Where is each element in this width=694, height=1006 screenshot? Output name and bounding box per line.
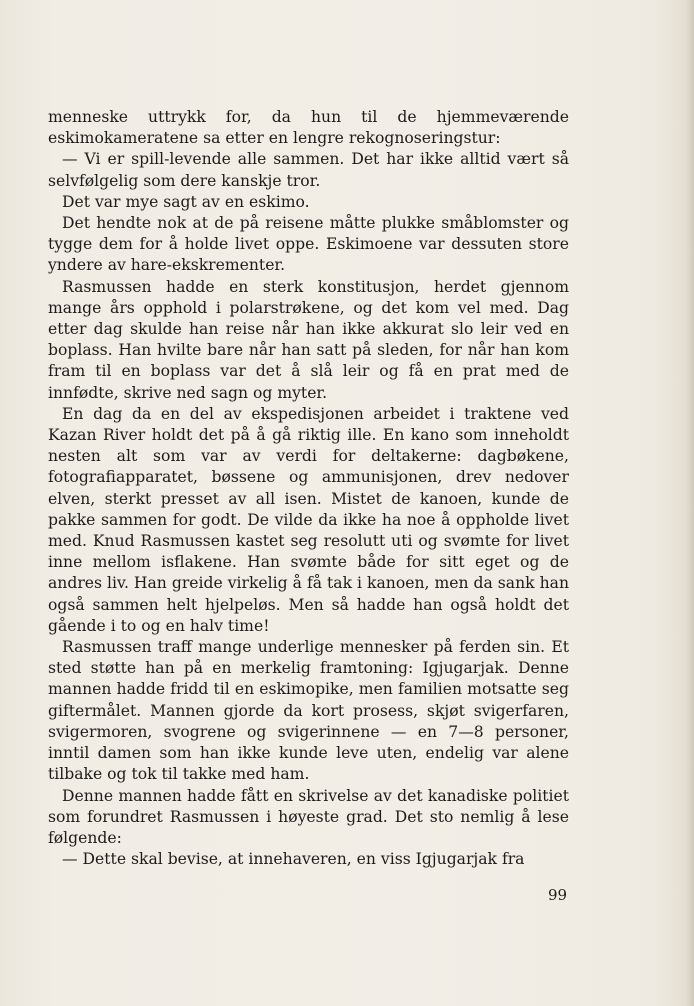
paragraph-2: — Vi er spill-levende alle sammen. Det har ikke alltid vært så selvfølgelig som dere kanskje tror. xyxy=(48,150,569,190)
page-number: 99 xyxy=(548,886,568,904)
body-text xyxy=(48,107,569,870)
page-edge-shadow xyxy=(686,0,694,1006)
paragraph-9: — Dette skal bevise, at innehaveren, en viss Igjugarjak fra xyxy=(62,850,525,869)
paragraph-6: En dag da en del av ekspedisjonen arbeidet i traktene ved Kazan River holdt det på å gå riktig ille. En kano som inneholdt nesten alt som var av verdi for deltakerne: dagbøkene, fotografiapparatet, bøssene og ammunisjonen, drev nedover elven, sterkt presset av all isen. Mistet de kanoen, kunde de pakke sammen for godt. De vilde da ikke ha noe å oppholde livet med. Knud Rasmussen kastet seg resolutt uti og svømte for livet inne mellom isflakene. Han svømte både for sitt eget og de andres liv. Han greide virkelig å få tak i kanoen, men da sank han også sammen helt hjelpeløs. Men så hadde han også holdt det gående i to og en halv time! xyxy=(48,404,569,635)
paragraph-3: Det var mye sagt av en eskimo. xyxy=(62,192,310,211)
paragraph-4: Det hendte nok at de på reisene måtte plukke småblomster og tygge dem for å holde livet oppe. Eskimoene var dessuten store yndere av hare-ekskrementer. xyxy=(48,214,569,275)
paragraph-5: Rasmussen hadde en sterk konstitusjon, herdet gjennom mange års opphold i polarstrøkene, og det kom vel med. Dag etter dag skulde han reise når han ikke akkurat slo leir ved en boplass. Han hvilte bare når han satt på sleden, for når han kom fram til en boplass var det å slå leir og få en prat med de innfødte, skrive ned sagn og myter. xyxy=(48,277,569,402)
paragraph-7: Rasmussen traff mange underlige mennesker på ferden sin. Et sted støtte han på en merkelig framtoning: Igjugarjak. Denne mannen hadde fridd til en eskimopike, men familien motsatte seg giftermålet. Mannen gjorde da kort prosess, skjøt svigerfaren, svigermoren, svogrene og svigerinnene — en 7—8 personer, inntil damen som han ikke kunde leve uten, endelig var alene tilbake og tok til takke med ham. xyxy=(48,638,569,784)
paragraph-1: menneske uttrykk for, da hun til de hjemmeværende eskimokameratene sa etter en lengre rekognoseringstur: xyxy=(48,108,569,148)
paragraph-8: Denne mannen hadde fått en skrivelse av det kanadiske politiet som forundret Rasmussen i høyeste grad. Det sto nemlig å lese følgende: xyxy=(48,786,569,847)
